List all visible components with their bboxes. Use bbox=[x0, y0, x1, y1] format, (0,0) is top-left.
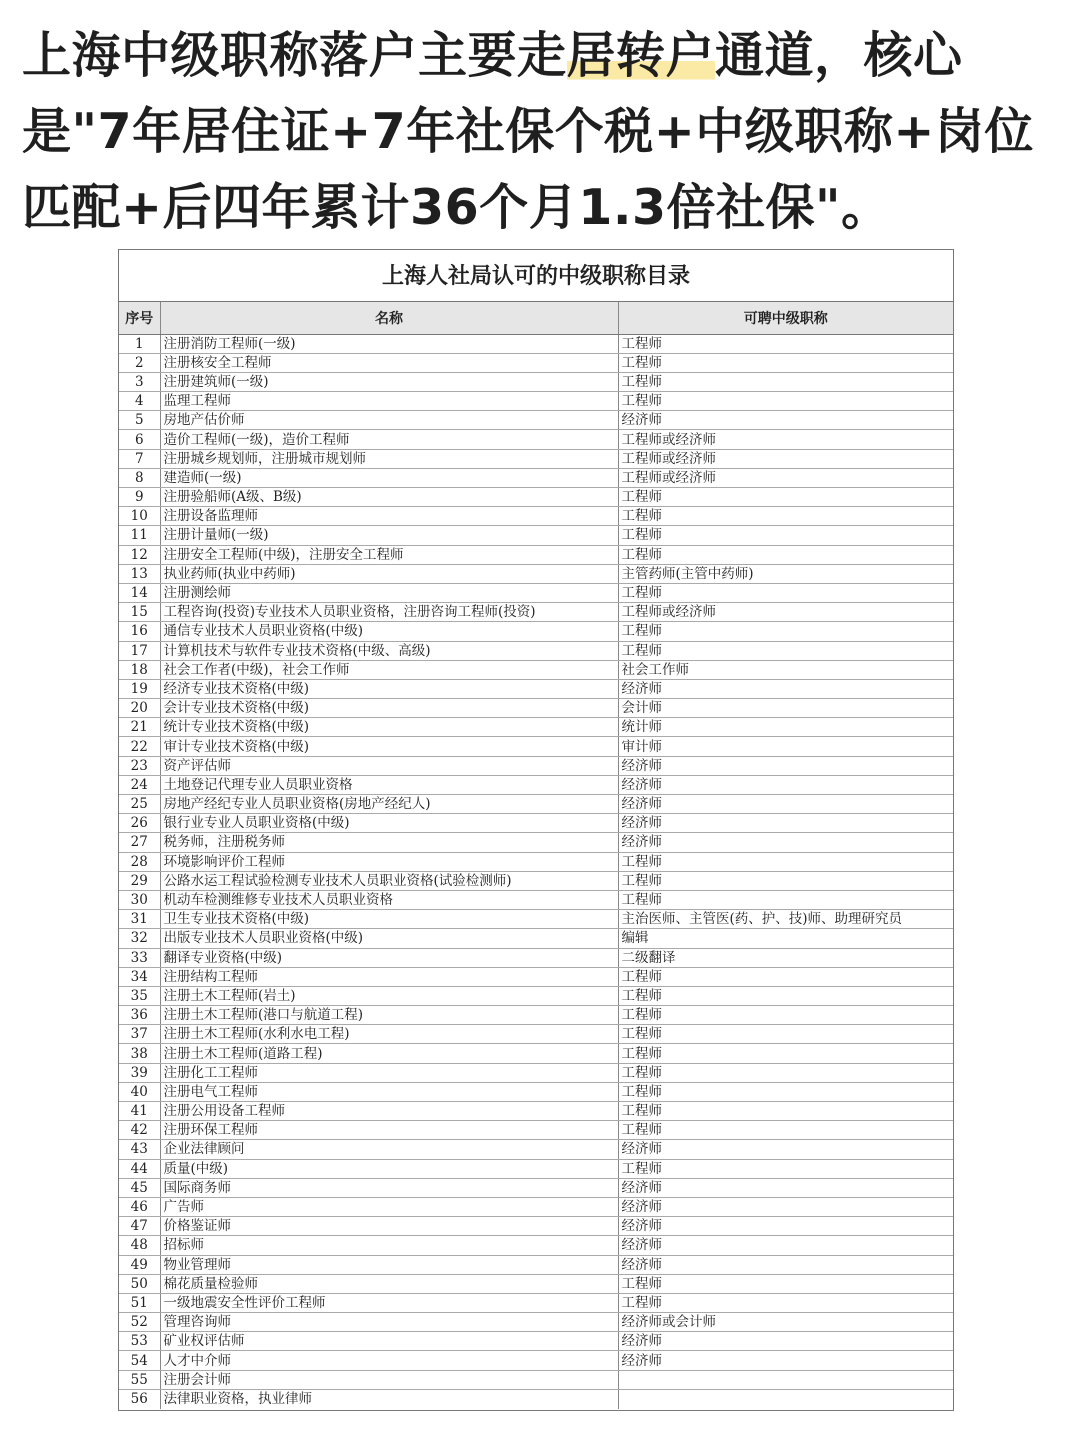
row-index: 40 bbox=[119, 1082, 160, 1101]
table-row bbox=[119, 910, 953, 929]
table-row bbox=[119, 948, 953, 967]
row-index: 30 bbox=[119, 890, 160, 909]
row-title: 经济师 bbox=[618, 1332, 953, 1351]
table-row bbox=[119, 1063, 953, 1082]
row-index: 42 bbox=[119, 1121, 160, 1140]
row-title: 主管药师(主管中药师) bbox=[618, 564, 953, 583]
headline-part-1: 上海中级职称落户主要走 bbox=[22, 27, 567, 84]
row-title: 经济师 bbox=[618, 795, 953, 814]
row-index: 43 bbox=[119, 1140, 160, 1159]
table-row bbox=[119, 679, 953, 698]
row-qualification-name: 注册公用设备工程师 bbox=[160, 1102, 618, 1121]
table-row bbox=[119, 1351, 953, 1370]
row-qualification-name: 注册安全工程师(中级)，注册安全工程师 bbox=[160, 545, 618, 564]
row-qualification-name: 人才中介师 bbox=[160, 1351, 618, 1370]
table-row bbox=[119, 775, 953, 794]
table-row bbox=[119, 1006, 953, 1025]
row-title: 工程师 bbox=[618, 871, 953, 890]
row-title: 工程师 bbox=[618, 852, 953, 871]
row-index: 48 bbox=[119, 1236, 160, 1255]
row-title: 经济师 bbox=[618, 679, 953, 698]
row-qualification-name: 审计专业技术资格(中级) bbox=[160, 737, 618, 756]
table-row bbox=[119, 890, 953, 909]
row-index: 3 bbox=[119, 372, 160, 391]
row-qualification-name: 税务师，注册税务师 bbox=[160, 833, 618, 852]
row-index: 51 bbox=[119, 1293, 160, 1312]
table-row bbox=[119, 1255, 953, 1274]
row-qualification-name: 银行业专业人员职业资格(中级) bbox=[160, 814, 618, 833]
row-index: 6 bbox=[119, 430, 160, 449]
row-title: 经济师 bbox=[618, 1236, 953, 1255]
row-title: 主治医师、主管医(药、护、技)师、助理研究员 bbox=[618, 910, 953, 929]
row-index: 54 bbox=[119, 1351, 160, 1370]
table-row bbox=[119, 334, 953, 353]
row-title: 经济师 bbox=[618, 775, 953, 794]
table-row bbox=[119, 1140, 953, 1159]
row-qualification-name: 注册结构工程师 bbox=[160, 967, 618, 986]
row-index: 11 bbox=[119, 526, 160, 545]
row-qualification-name: 注册土木工程师(道路工程) bbox=[160, 1044, 618, 1063]
row-qualification-name: 法律职业资格，执业律师 bbox=[160, 1389, 618, 1408]
table-row bbox=[119, 1178, 953, 1197]
row-title: 经济师 bbox=[618, 814, 953, 833]
row-qualification-name: 一级地震安全性评价工程师 bbox=[160, 1293, 618, 1312]
table-row bbox=[119, 526, 953, 545]
row-qualification-name: 注册环保工程师 bbox=[160, 1121, 618, 1140]
table-row bbox=[119, 833, 953, 852]
row-qualification-name: 出版专业技术人员职业资格(中级) bbox=[160, 929, 618, 948]
row-title: 经济师 bbox=[618, 1197, 953, 1216]
table-row bbox=[119, 449, 953, 468]
row-index: 18 bbox=[119, 660, 160, 679]
row-qualification-name: 管理咨询师 bbox=[160, 1313, 618, 1332]
table-row bbox=[119, 1044, 953, 1063]
table-row bbox=[119, 718, 953, 737]
row-title: 工程师 bbox=[618, 583, 953, 602]
row-qualification-name: 矿业权评估师 bbox=[160, 1332, 618, 1351]
table-row bbox=[119, 795, 953, 814]
row-qualification-name: 公路水运工程试验检测专业技术人员职业资格(试验检测师) bbox=[160, 871, 618, 890]
table-row bbox=[119, 372, 953, 391]
table-row bbox=[119, 814, 953, 833]
row-title: 工程师 bbox=[618, 1274, 953, 1293]
row-index: 55 bbox=[119, 1370, 160, 1389]
row-qualification-name: 注册设备监理师 bbox=[160, 507, 618, 526]
row-title: 工程师 bbox=[618, 622, 953, 641]
row-title: 工程师 bbox=[618, 488, 953, 507]
table-row bbox=[119, 1121, 953, 1140]
row-index: 47 bbox=[119, 1217, 160, 1236]
table-row bbox=[119, 1313, 953, 1332]
row-index: 4 bbox=[119, 392, 160, 411]
table-row bbox=[119, 564, 953, 583]
row-title: 经济师 bbox=[618, 411, 953, 430]
row-index: 38 bbox=[119, 1044, 160, 1063]
table-row bbox=[119, 1389, 953, 1408]
row-index: 19 bbox=[119, 679, 160, 698]
row-index: 50 bbox=[119, 1274, 160, 1293]
table-row bbox=[119, 1159, 953, 1178]
table-row bbox=[119, 699, 953, 718]
row-qualification-name: 造价工程师(一级)，造价工程师 bbox=[160, 430, 618, 449]
row-qualification-name: 企业法律顾问 bbox=[160, 1140, 618, 1159]
row-qualification-name: 注册测绘师 bbox=[160, 583, 618, 602]
row-title: 经济师 bbox=[618, 833, 953, 852]
row-title: 工程师 bbox=[618, 1063, 953, 1082]
table-row bbox=[119, 1102, 953, 1121]
table-row bbox=[119, 1025, 953, 1044]
row-qualification-name: 物业管理师 bbox=[160, 1255, 618, 1274]
table-row bbox=[119, 507, 953, 526]
row-index: 34 bbox=[119, 967, 160, 986]
table-row bbox=[119, 430, 953, 449]
row-title: 编辑 bbox=[618, 929, 953, 948]
table-row bbox=[119, 737, 953, 756]
row-index: 15 bbox=[119, 603, 160, 622]
table-row bbox=[119, 1332, 953, 1351]
table-row bbox=[119, 545, 953, 564]
row-title: 工程师或经济师 bbox=[618, 603, 953, 622]
row-qualification-name: 机动车检测维修专业技术人员职业资格 bbox=[160, 890, 618, 909]
table-row bbox=[119, 641, 953, 660]
row-qualification-name: 注册建筑师(一级) bbox=[160, 372, 618, 391]
catalog-grid bbox=[119, 302, 953, 1409]
row-title: 社会工作师 bbox=[618, 660, 953, 679]
row-title: 统计师 bbox=[618, 718, 953, 737]
row-title: 工程师 bbox=[618, 353, 953, 372]
row-index: 44 bbox=[119, 1159, 160, 1178]
row-index: 17 bbox=[119, 641, 160, 660]
row-title: 工程师 bbox=[618, 1121, 953, 1140]
row-qualification-name: 环境影响评价工程师 bbox=[160, 852, 618, 871]
row-index: 21 bbox=[119, 718, 160, 737]
row-title: 工程师 bbox=[618, 890, 953, 909]
row-qualification-name: 注册电气工程师 bbox=[160, 1082, 618, 1101]
row-qualification-name: 通信专业技术人员职业资格(中级) bbox=[160, 622, 618, 641]
row-index: 1 bbox=[119, 334, 160, 353]
table-row bbox=[119, 871, 953, 890]
table-row bbox=[119, 1197, 953, 1216]
row-index: 7 bbox=[119, 449, 160, 468]
row-index: 27 bbox=[119, 833, 160, 852]
table-header-row bbox=[119, 302, 953, 334]
row-index: 9 bbox=[119, 488, 160, 507]
table-title: 上海人社局认可的中级职称目录 bbox=[119, 250, 953, 302]
table-row bbox=[119, 986, 953, 1005]
row-title bbox=[618, 1389, 953, 1408]
table-row bbox=[119, 660, 953, 679]
row-title: 审计师 bbox=[618, 737, 953, 756]
table-row bbox=[119, 468, 953, 487]
row-index: 45 bbox=[119, 1178, 160, 1197]
row-title: 工程师 bbox=[618, 1044, 953, 1063]
row-title: 经济师 bbox=[618, 1178, 953, 1197]
row-index: 8 bbox=[119, 468, 160, 487]
row-qualification-name: 卫生专业技术资格(中级) bbox=[160, 910, 618, 929]
row-qualification-name: 棉花质量检验师 bbox=[160, 1274, 618, 1293]
row-index: 2 bbox=[119, 353, 160, 372]
row-qualification-name: 注册土木工程师(港口与航道工程) bbox=[160, 1006, 618, 1025]
row-index: 31 bbox=[119, 910, 160, 929]
table-row bbox=[119, 1293, 953, 1312]
row-qualification-name: 注册化工工程师 bbox=[160, 1063, 618, 1082]
headline bbox=[22, 18, 1062, 246]
row-index: 25 bbox=[119, 795, 160, 814]
row-qualification-name: 资产评估师 bbox=[160, 756, 618, 775]
row-title: 工程师或经济师 bbox=[618, 430, 953, 449]
row-index: 37 bbox=[119, 1025, 160, 1044]
row-qualification-name: 土地登记代理专业人员职业资格 bbox=[160, 775, 618, 794]
row-index: 20 bbox=[119, 699, 160, 718]
row-qualification-name: 工程咨询(投资)专业技术人员职业资格，注册咨询工程师(投资) bbox=[160, 603, 618, 622]
row-index: 23 bbox=[119, 756, 160, 775]
row-title: 工程师 bbox=[618, 526, 953, 545]
row-title: 工程师 bbox=[618, 545, 953, 564]
row-index: 33 bbox=[119, 948, 160, 967]
row-title: 工程师或经济师 bbox=[618, 468, 953, 487]
row-qualification-name: 注册计量师(一级) bbox=[160, 526, 618, 545]
row-index: 14 bbox=[119, 583, 160, 602]
table-row bbox=[119, 929, 953, 948]
row-title: 经济师 bbox=[618, 1351, 953, 1370]
row-index: 24 bbox=[119, 775, 160, 794]
row-title: 经济师 bbox=[618, 1140, 953, 1159]
row-qualification-name: 计算机技术与软件专业技术资格(中级、高级) bbox=[160, 641, 618, 660]
row-index: 35 bbox=[119, 986, 160, 1005]
row-title: 工程师 bbox=[618, 967, 953, 986]
row-qualification-name: 统计专业技术资格(中级) bbox=[160, 718, 618, 737]
row-qualification-name: 会计专业技术资格(中级) bbox=[160, 699, 618, 718]
row-title: 工程师 bbox=[618, 1159, 953, 1178]
row-index: 12 bbox=[119, 545, 160, 564]
row-title: 工程师 bbox=[618, 507, 953, 526]
row-index: 49 bbox=[119, 1255, 160, 1274]
table-row bbox=[119, 1082, 953, 1101]
row-index: 32 bbox=[119, 929, 160, 948]
table-row bbox=[119, 603, 953, 622]
row-qualification-name: 国际商务师 bbox=[160, 1178, 618, 1197]
table-row bbox=[119, 622, 953, 641]
row-index: 52 bbox=[119, 1313, 160, 1332]
row-index: 26 bbox=[119, 814, 160, 833]
row-title: 工程师 bbox=[618, 1025, 953, 1044]
row-index: 53 bbox=[119, 1332, 160, 1351]
row-qualification-name: 招标师 bbox=[160, 1236, 618, 1255]
table-row bbox=[119, 392, 953, 411]
title-catalog-table bbox=[118, 249, 954, 1411]
row-title: 会计师 bbox=[618, 699, 953, 718]
row-qualification-name: 翻译专业资格(中级) bbox=[160, 948, 618, 967]
row-title: 工程师或经济师 bbox=[618, 449, 953, 468]
row-title: 工程师 bbox=[618, 641, 953, 660]
row-index: 29 bbox=[119, 871, 160, 890]
row-qualification-name: 广告师 bbox=[160, 1197, 618, 1216]
row-index: 22 bbox=[119, 737, 160, 756]
header-title: 可聘中级职称 bbox=[618, 302, 953, 334]
row-qualification-name: 质量(中级) bbox=[160, 1159, 618, 1178]
row-qualification-name: 注册土木工程师(岩土) bbox=[160, 986, 618, 1005]
table-row bbox=[119, 411, 953, 430]
row-index: 10 bbox=[119, 507, 160, 526]
row-qualification-name: 社会工作者(中级)，社会工作师 bbox=[160, 660, 618, 679]
row-qualification-name: 注册核安全工程师 bbox=[160, 353, 618, 372]
table-row bbox=[119, 967, 953, 986]
row-title: 二级翻译 bbox=[618, 948, 953, 967]
row-qualification-name: 经济专业技术资格(中级) bbox=[160, 679, 618, 698]
row-index: 16 bbox=[119, 622, 160, 641]
table-row bbox=[119, 583, 953, 602]
table-row bbox=[119, 1236, 953, 1255]
table-row bbox=[119, 1274, 953, 1293]
row-title: 工程师 bbox=[618, 334, 953, 353]
table-row bbox=[119, 1370, 953, 1389]
row-qualification-name: 注册验船师(A级、B级) bbox=[160, 488, 618, 507]
row-title: 经济师 bbox=[618, 1255, 953, 1274]
header-index: 序号 bbox=[119, 302, 160, 334]
row-qualification-name: 房地产估价师 bbox=[160, 411, 618, 430]
row-qualification-name: 注册城乡规划师，注册城市规划师 bbox=[160, 449, 618, 468]
row-qualification-name: 建造师(一级) bbox=[160, 468, 618, 487]
row-index: 39 bbox=[119, 1063, 160, 1082]
row-qualification-name: 注册会计师 bbox=[160, 1370, 618, 1389]
headline-highlight: 居转户 bbox=[566, 27, 716, 84]
row-qualification-name: 价格鉴证师 bbox=[160, 1217, 618, 1236]
row-title: 经济师或会计师 bbox=[618, 1313, 953, 1332]
row-title: 工程师 bbox=[618, 1006, 953, 1025]
row-title: 工程师 bbox=[618, 392, 953, 411]
row-title: 工程师 bbox=[618, 1102, 953, 1121]
row-title: 工程师 bbox=[618, 986, 953, 1005]
row-index: 46 bbox=[119, 1197, 160, 1216]
table-row bbox=[119, 353, 953, 372]
row-index: 28 bbox=[119, 852, 160, 871]
headline-part-2: 通道，核心是"7年居住证+7年社保个税+中级职称+岗位匹配+后四年累计36个月1.3倍社保"。 bbox=[22, 27, 1034, 236]
header-name: 名称 bbox=[160, 302, 618, 334]
row-index: 56 bbox=[119, 1389, 160, 1408]
row-qualification-name: 注册消防工程师(一级) bbox=[160, 334, 618, 353]
row-index: 41 bbox=[119, 1102, 160, 1121]
row-title: 工程师 bbox=[618, 372, 953, 391]
row-title: 经济师 bbox=[618, 756, 953, 775]
row-index: 36 bbox=[119, 1006, 160, 1025]
row-index: 13 bbox=[119, 564, 160, 583]
row-title: 工程师 bbox=[618, 1293, 953, 1312]
row-qualification-name: 监理工程师 bbox=[160, 392, 618, 411]
table-body bbox=[119, 334, 953, 1409]
row-qualification-name: 房地产经纪专业人员职业资格(房地产经纪人) bbox=[160, 795, 618, 814]
table-row bbox=[119, 852, 953, 871]
row-qualification-name: 执业药师(执业中药师) bbox=[160, 564, 618, 583]
row-title: 工程师 bbox=[618, 1082, 953, 1101]
row-title bbox=[618, 1370, 953, 1389]
row-index: 5 bbox=[119, 411, 160, 430]
table-row bbox=[119, 1217, 953, 1236]
table-row bbox=[119, 756, 953, 775]
row-title: 经济师 bbox=[618, 1217, 953, 1236]
row-qualification-name: 注册土木工程师(水利水电工程) bbox=[160, 1025, 618, 1044]
table-row bbox=[119, 488, 953, 507]
